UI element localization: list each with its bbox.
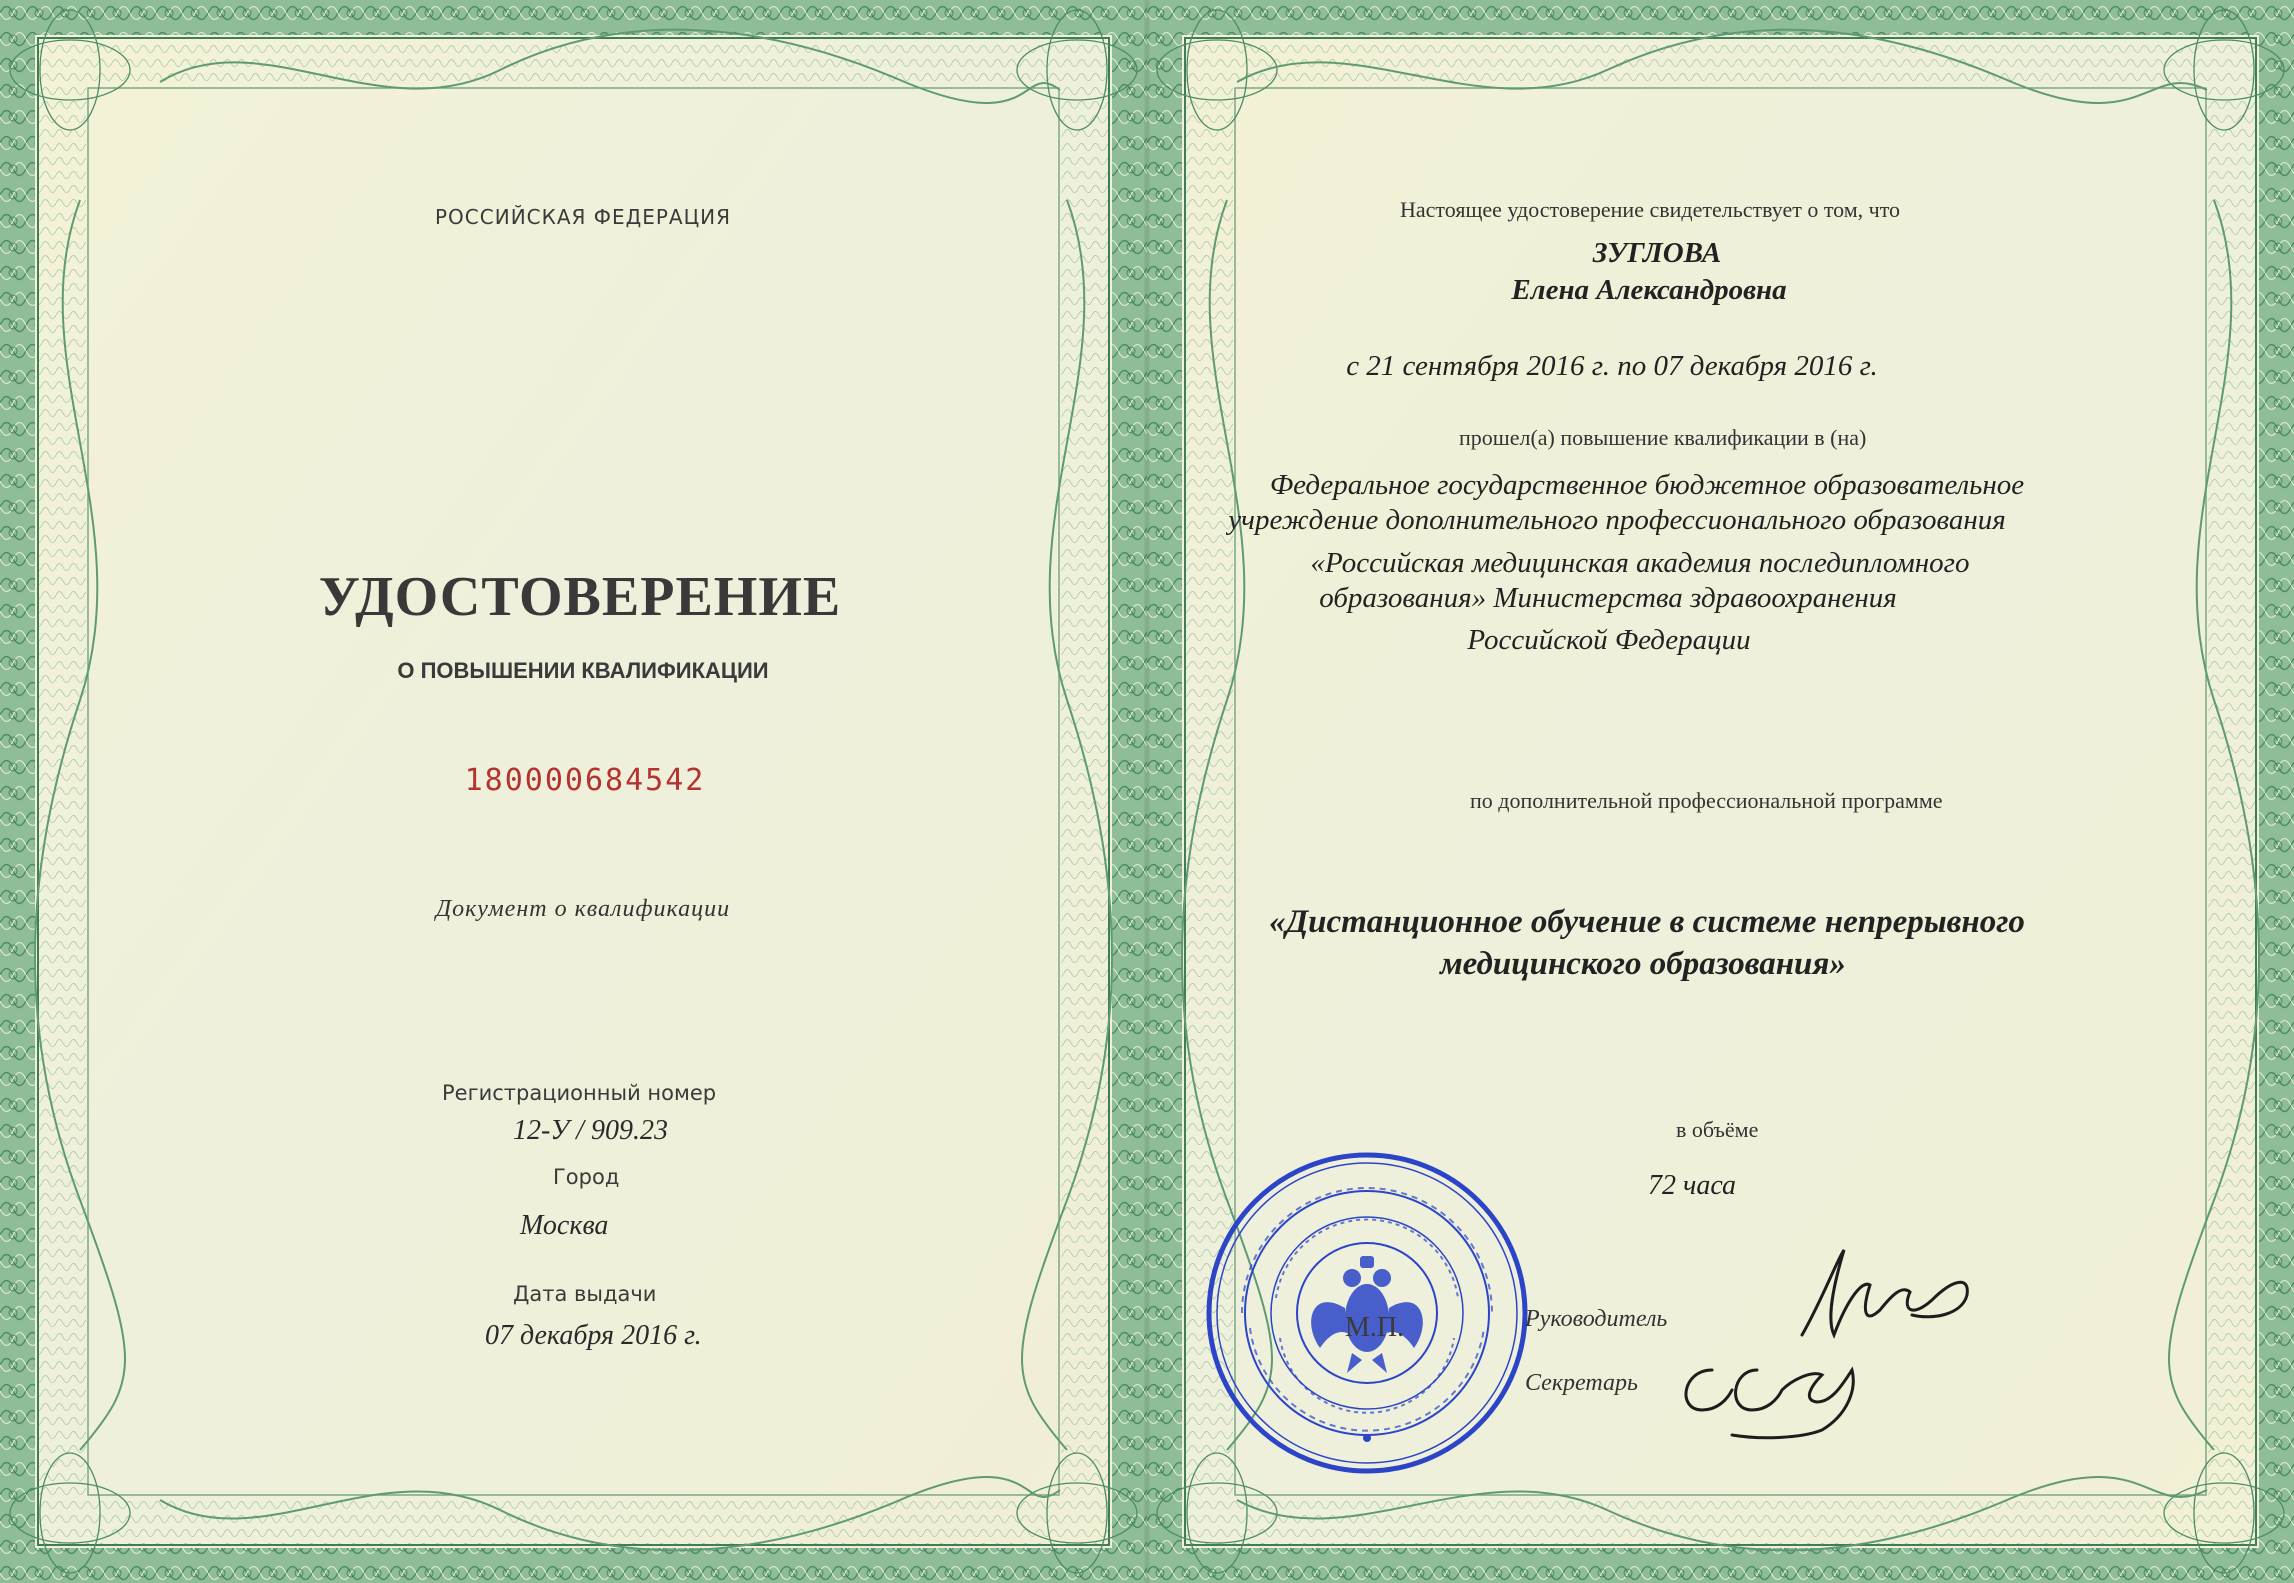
- training-period: с 21 сентября 2016 г. по 07 декабря 2016 г.: [1346, 350, 1878, 382]
- holder-given-names: Елена Александровна: [1511, 274, 1787, 306]
- city-value: Москва: [520, 1210, 609, 1241]
- organization-line: Федеральное государственное бюджетное образовательное: [1269, 469, 2025, 501]
- program-title-line: «Дистанционное обучение в системе непрерывного: [1269, 904, 2025, 940]
- program-label: по дополнительной профессиональной программе: [1470, 788, 1943, 813]
- issue-date-label: Дата выдачи: [513, 1282, 657, 1306]
- organization-line: учреждение дополнительного профессионального образования: [1228, 504, 2006, 536]
- registration-number: 12-У / 909.23: [513, 1115, 668, 1146]
- secretary-signature-label: Секретарь: [1525, 1370, 1638, 1396]
- volume-label: в объёме: [1676, 1117, 1759, 1142]
- certificate-subtitle: О ПОВЫШЕНИИ КВАЛИФИКАЦИИ: [397, 658, 769, 683]
- certificate-title: УДОСТОВЕРЕНИЕ: [318, 566, 842, 628]
- passed-training-text: прошел(а) повышение квалификации в (на): [1459, 425, 1867, 450]
- seal-place-mark: М.П.: [1345, 1312, 1405, 1343]
- secretary-signature: [1672, 1330, 1882, 1440]
- holder-surname: ЗУГЛОВА: [1592, 237, 1722, 269]
- organization-line: Российской Федерации: [1467, 624, 1751, 656]
- city-label: Город: [553, 1165, 620, 1189]
- center-fold: [1144, 0, 1150, 1583]
- organization-line: «Российская медицинская академия последипломного: [1310, 547, 1970, 579]
- organization-line: образования» Министерства здравоохранения: [1319, 582, 1897, 614]
- intro-text: Настоящее удостоверение свидетельствует о том, что: [1400, 197, 1901, 222]
- volume-hours: 72 часа: [1648, 1170, 1737, 1201]
- registration-label: Регистрационный номер: [442, 1081, 717, 1105]
- document-type: Документ о квалификации: [435, 896, 731, 922]
- program-title-line: медицинского образования»: [1440, 946, 1846, 982]
- head-signature-label: Руководитель: [1525, 1306, 1668, 1332]
- serial-number: 180000684542: [464, 763, 706, 798]
- country-heading: РОССИЙСКАЯ ФЕДЕРАЦИЯ: [435, 205, 731, 229]
- right-page: [1147, 0, 2294, 1583]
- issue-date-value: 07 декабря 2016 г.: [485, 1320, 702, 1351]
